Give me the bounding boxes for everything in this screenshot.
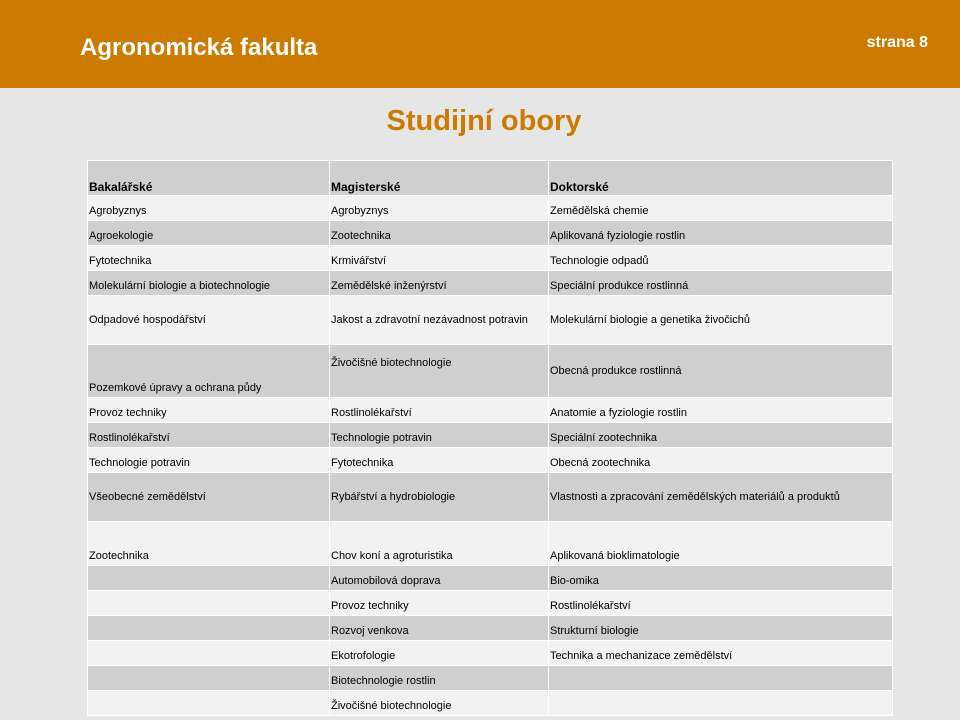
table-row (88, 641, 893, 666)
doctoral-cell: Molekulární biologie a genetika živočichů (549, 296, 893, 345)
bachelor-cell: Agrobyznys (88, 196, 330, 221)
table-row (88, 473, 893, 522)
table-row (88, 271, 893, 296)
faculty-title: Agronomická fakulta (80, 34, 318, 61)
doctoral-cell: Vlastnosti a zpracování zemědělských materiálů a produktů (549, 473, 893, 522)
page-number: strana 8 (866, 34, 928, 51)
master-cell: Živočišné biotechnologie (330, 345, 549, 398)
doctoral-cell: Bio-omika (549, 566, 893, 591)
table-row (88, 616, 893, 641)
table-row (88, 246, 893, 271)
doctoral-cell: Speciální produkce rostlinná (549, 271, 893, 296)
master-cell: Biotechnologie rostlin (330, 666, 549, 691)
master-cell: Zootechnika (330, 221, 549, 246)
bachelor-cell: Technologie potravin (88, 448, 330, 473)
master-cell: Živočišné biotechnologie (330, 691, 549, 716)
table-row (88, 423, 893, 448)
header-bar (0, 0, 960, 88)
bachelor-cell (88, 666, 330, 691)
doctoral-cell: Zemědělská chemie (549, 196, 893, 221)
doctoral-cell: Rostlinolékařství (549, 591, 893, 616)
table-header-row (88, 161, 893, 196)
bachelor-cell (88, 641, 330, 666)
bachelor-cell: Rostlinolékařství (88, 423, 330, 448)
master-cell: Krmivářství (330, 246, 549, 271)
master-cell: Technologie potravin (330, 423, 549, 448)
master-cell: Rybářství a hydrobiologie (330, 473, 549, 522)
table-row (88, 691, 893, 716)
column-header-bachelor: Bakalářské (88, 161, 330, 196)
bachelor-cell (88, 591, 330, 616)
table-row (88, 398, 893, 423)
doctoral-cell: Technologie odpadů (549, 246, 893, 271)
master-cell: Rostlinolékařství (330, 398, 549, 423)
table-row (88, 591, 893, 616)
master-cell: Chov koní a agroturistika (330, 522, 549, 566)
slide-title: Studijní obory (386, 105, 582, 137)
column-header-master: Magisterské (330, 161, 549, 196)
bachelor-cell: Fytotechnika (88, 246, 330, 271)
bachelor-cell (88, 691, 330, 716)
table-row (88, 296, 893, 345)
doctoral-cell: Strukturní biologie (549, 616, 893, 641)
bachelor-cell: Zootechnika (88, 522, 330, 566)
bachelor-cell: Molekulární biologie a biotechnologie (88, 271, 330, 296)
doctoral-cell: Obecná produkce rostlinná (549, 345, 893, 398)
bachelor-cell (88, 566, 330, 591)
master-cell: Provoz techniky (330, 591, 549, 616)
master-cell: Agrobyznys (330, 196, 549, 221)
column-header-doctoral: Doktorské (549, 161, 893, 196)
bachelor-cell: Provoz techniky (88, 398, 330, 423)
master-cell: Rozvoj venkova (330, 616, 549, 641)
master-cell: Automobilová doprava (330, 566, 549, 591)
bachelor-cell: Agroekologie (88, 221, 330, 246)
master-cell: Jakost a zdravotní nezávadnost potravin (330, 296, 549, 345)
master-cell: Fytotechnika (330, 448, 549, 473)
doctoral-cell: Aplikovaná bioklimatologie (549, 522, 893, 566)
table-row (88, 221, 893, 246)
bachelor-cell: Odpadové hospodářství (88, 296, 330, 345)
table-row (88, 566, 893, 591)
table-row (88, 196, 893, 221)
doctoral-cell: Technika a mechanizace zemědělství (549, 641, 893, 666)
master-cell: Zemědělské inženýrství (330, 271, 549, 296)
table-row (88, 448, 893, 473)
table-row (88, 345, 893, 398)
bachelor-cell: Pozemkové úpravy a ochrana půdy (88, 345, 330, 398)
master-cell: Ekotrofologie (330, 641, 549, 666)
doctoral-cell: Aplikovaná fyziologie rostlin (549, 221, 893, 246)
doctoral-cell: Speciální zootechnika (549, 423, 893, 448)
table-row (88, 522, 893, 566)
doctoral-cell (549, 666, 893, 691)
doctoral-cell: Obecná zootechnika (549, 448, 893, 473)
doctoral-cell: Anatomie a fyziologie rostlin (549, 398, 893, 423)
table-row (88, 666, 893, 691)
bachelor-cell: Všeobecné zemědělství (88, 473, 330, 522)
study-programs-table (87, 160, 893, 716)
doctoral-cell (549, 691, 893, 716)
bachelor-cell (88, 616, 330, 641)
